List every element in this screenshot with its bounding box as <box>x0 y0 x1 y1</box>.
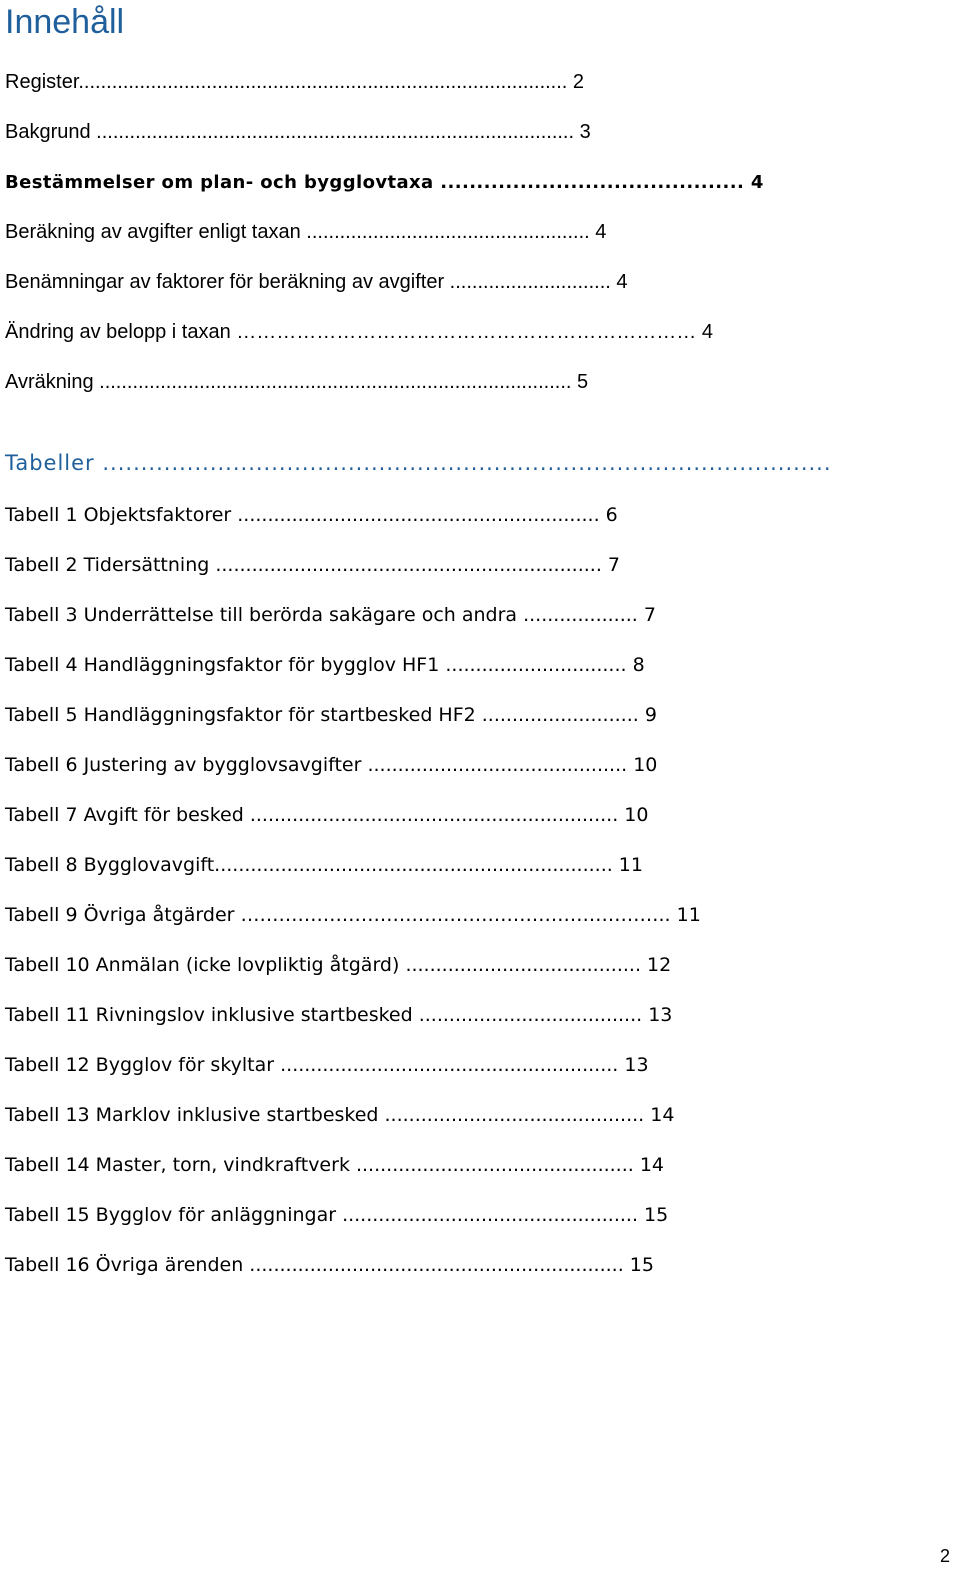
toc-entry-berakning[interactable]: Beräkning av avgifter enligt taxan ................................................... 4 <box>5 221 607 243</box>
page-number: 2 <box>939 1546 950 1566</box>
toc-entry-tabell-16[interactable]: Tabell 16 Övriga ärenden .............................................................. 15 <box>5 1254 654 1276</box>
toc-entry-tabell-12[interactable]: Tabell 12 Bygglov för skyltar ........................................................ 13 <box>5 1054 649 1076</box>
toc-entry-andring[interactable]: Ändring av belopp i taxan …………………………………………………………… 4 <box>5 321 713 343</box>
toc-entry-tabell-8[interactable]: Tabell 8 Bygglovavgift.................................................................. 11 <box>5 854 643 876</box>
toc-entry-bakgrund[interactable]: Bakgrund ...................................................................................... 3 <box>5 121 591 143</box>
toc-entry-tabell-6[interactable]: Tabell 6 Justering av bygglovsavgifter ........................................... 10 <box>5 754 658 776</box>
toc-entry-tabell-15[interactable]: Tabell 15 Bygglov för anläggningar ................................................. 15 <box>5 1204 669 1226</box>
toc-entry-tabell-14[interactable]: Tabell 14 Master, torn, vindkraftverk .............................................. 14 <box>5 1154 665 1176</box>
toc-entry-tabell-10[interactable]: Tabell 10 Anmälan (icke lovpliktig åtgärd) ....................................... 12 <box>5 954 672 976</box>
toc-entry-bestammelser[interactable]: Bestämmelser om plan- och bygglovtaxa .......................................... 4 <box>5 172 764 193</box>
toc-entry-tabell-11[interactable]: Tabell 11 Rivningslov inklusive startbesked ..................................... 13 <box>5 1004 673 1026</box>
toc-entry-tabell-2[interactable]: Tabell 2 Tidersättning ................................................................ 7 <box>5 554 621 576</box>
toc-entry-tabell-4[interactable]: Tabell 4 Handläggningsfaktor för bygglov HF1 .............................. 8 <box>5 654 645 676</box>
toc-entry-register[interactable]: Register........................................................................................ 2 <box>5 71 585 93</box>
toc-entry-avrakning[interactable]: Avräkning ..................................................................................... 5 <box>5 371 589 393</box>
toc-entry-tabell-3[interactable]: Tabell 3 Underrättelse till berörda sakägare och andra ................... 7 <box>5 604 656 626</box>
toc-entry-benamningar[interactable]: Benämningar av faktorer för beräkning av avgifter ............................. 4 <box>5 271 628 293</box>
toc-entry-tabell-7[interactable]: Tabell 7 Avgift för besked ............................................................. 10 <box>5 804 649 826</box>
toc-entry-tabell-5[interactable]: Tabell 5 Handläggningsfaktor för startbesked HF2 .......................... 9 <box>5 704 657 726</box>
page-title: Innehåll <box>5 3 125 41</box>
toc-entry-tabell-9[interactable]: Tabell 9 Övriga åtgärder ………………………………………………………….. 11 <box>5 904 701 926</box>
toc-entry-tabeller[interactable]: Tabeller ............................................................................................... <box>5 451 832 475</box>
toc-entry-tabell-1[interactable]: Tabell 1 Objektsfaktorer ............................................................ 6 <box>5 504 618 526</box>
toc-entry-tabell-13[interactable]: Tabell 13 Marklov inklusive startbesked ........................................... 14 <box>5 1104 675 1126</box>
